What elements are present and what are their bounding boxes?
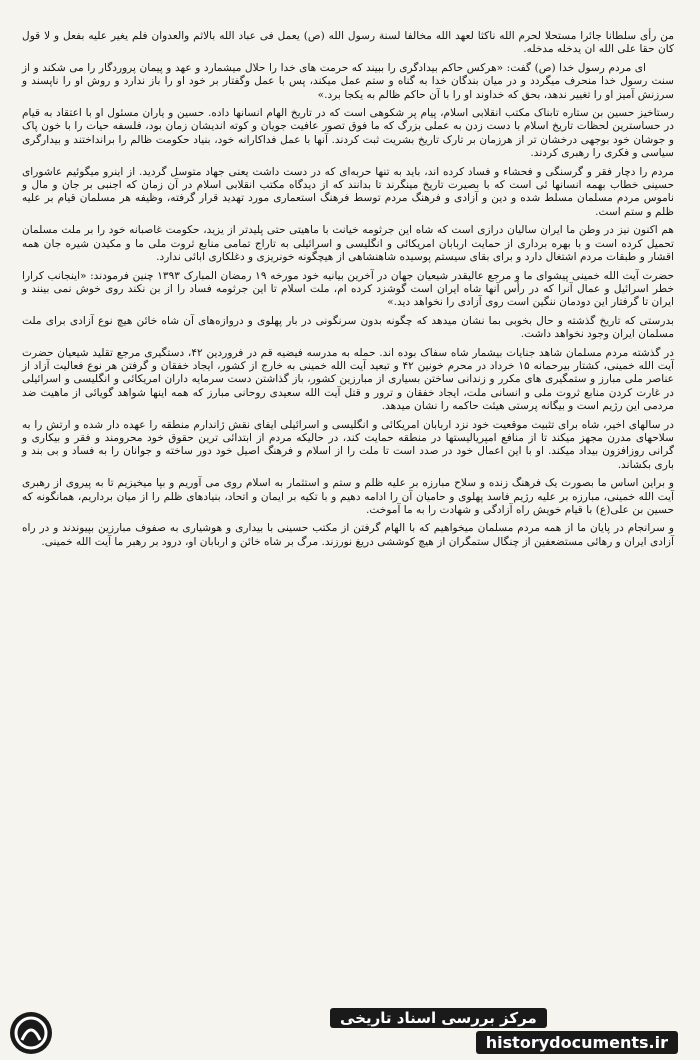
body-paragraph-1: رستاخیز حسین بن ستاره تابناک مکتب انقلابی اسلام، پیام پر شکوهی است که در تاریخ الهام انسانها داده. حسین و یاران مسئول او با اعتقاد به قیام در حساسترین لحظات تاریخ اسلام با دست زدن به عملی بزرگ که ما فوق تصور عافیت جویان و کوته اندیشان زمان بود، فلسفه حیات را با خون پاک و جوشان خود بوجهی درخشان تر از هرزمان بر تارک تاریخ بشریت ثبت کردند. آنها با عمل فداکارانه خود، بنیاد حکومت ظالم را برانداختند و بیدارگری سیاسی و فکری را رهبری کردند. bbox=[22, 107, 674, 160]
archive-logo-icon bbox=[8, 1010, 54, 1056]
body-paragraph-4: حضرت آیت الله خمینی پیشوای ما و مرجع عالیقدر شیعیان جهان در آخرین بیانیه خود مورخه ۱۹ رمضان المبارک ۱۳۹۳ چنین فرمودند: «اینجانب کرارا خطر اسرائیل و عمال آنرا که در رأس آنها شاه ایران است گوشزد کرده ام، ملت اسلام تا این جرثومه فساد را از بن نکند روی خوش نمی بینند و ایران تا گرفتار این دودمان ننگین است روی آزادی را نخواهد دید.» bbox=[22, 269, 674, 309]
body-paragraph-9: و سرانجام در پایان ما از همه مردم مسلمان میخواهیم که با الهام گرفتن از مکتب حسینی با بیداری و هوشیاری به صفوف مبارزین بپیوندند و در راه آزادی ایران و رهائی مستضعفین از چنگال ستمگران از هیچ کوششی دریغ نورزند. مرگ بر شاه خائن و اربابان او، درود بر رهبر ما آیت الله خمینی. bbox=[22, 522, 674, 548]
body-paragraph-7: در سالهای اخیر، شاه برای تثبیت موقعیت خود نزد اربابان امریکائی و انگلیسی و اسرائیلی ایفای نقش ژاندارم منطقه را عهده دار شده و ارتش را به سلاحهای مدرن مجهز میکند تا از منافع امپریالیستها در منطقه حمایت کند، در حالیکه مردم از ابتدائی ترین حقوق خود محرومند و فقر و بیکاری و گرانی روزافزون بیداد میکند. او با این اعمال خود در صدد است تا ملت را از اسلام و فرهنگ اصیل خود دور ساخته و جوانان را به فساد و بی بند و باری بکشاند. bbox=[22, 418, 674, 471]
body-paragraph-6: در گذشته مردم مسلمان شاهد جنایات بیشمار شاه سفاک بوده اند. حمله به مدرسه فیضیه قم در فروردین ۴۲، دستگیری مرجع تقلید شیعیان حضرت آیت الله خمینی، کشتار بیرحمانه ۱۵ خرداد در محرم خونین ۴۲ و تبعید آیت الله خمینی به خارج از کشور، ایجاد خفقان و گرفتن هر نوع فعالیت آزاد از عناصر ملی مبارز و ستمگیری های مکرر و زندانی ساختن بسیاری از مبارزین کشور، باز گذاشتن دست سرمایه داران امریکائی و انگلیسی و اسرائیلی در غارت کردن منابع ثروت ملی و انسانی ملت، ایجاد خفقان و ترور و قتل آیت الله سعیدی روحانی مبارز که همه اینها شواهد گویائی از ماهیت ضد مردمی این رژیم است و بیگانه پرستی هیئت حاکمه را نشان میدهد. bbox=[22, 346, 674, 413]
body-paragraph-8: و براین اساس ما بصورت یک فرهنگ زنده و سلاح مبارزه بر علیه ظلم و ستم و استثمار به اسلام روی می آوریم و بپا میخیزیم تا به پیروی از رهبری آیت الله خمینی، مبارزه بر علیه رژیم فاسد پهلوی و حامیان آن را ادامه دهیم و با تکیه بر ایمان و اتحاد، بنیادهای ظلم را از میان برداریم، همانگونه که حسین بن علی(ع) با قیام خویش راه آزادگی و شهادت را به ما آموخت. bbox=[22, 477, 674, 516]
watermark-archive-label: مرکز بررسی اسناد تاریخی bbox=[330, 1008, 547, 1028]
body-paragraph-2: مردم را دچار فقر و گرسنگی و فحشاء و فساد کرده اند، باید به تنها حربه‌ای که در دست داشت یعنی جهاد متوسل گردید. از اینرو میگوئیم عاشورای حسینی خطاب بهمه انسانها ئی است که با بصیرت تاریخ مینگرند تا بدانند که از دیدگاه مکتب انقلابی اسلام در آن زمان که اجنبی بر جان و مال و ناموس مردم مسلمان مسلط شده و دین و آزادی و فرهنگ مردم توسط فرهنگ استعماری مورد تهدید قرار گرفته، وظیفه هر مسلمان قیام بر علیه ظلم و ستم است. bbox=[22, 165, 674, 218]
arabic-hadith-paragraph: من رأى سلطانا جائرا مستحلا لحرم الله ناكثا لعهد الله مخالفا لسنة رسول الله (ص) يعمل فى عباد الله بالاثم والعدوان فلم يغير عليه بفعل و لا قول كان حقا على الله ان يدخله مدخله. bbox=[22, 30, 674, 56]
body-paragraph-3: هم اکنون نیز در وطن ما ایران سالیان درازی است که شاه این جرثومه خیانت با ماهیتی حتی پلیدتر از یزید، حکومت غاصبانه خود را بر ملت مسلمان تحمیل کرده است و با بهره برداری از حمایت اربابان امریکائی و انگلیسی و اسرائیلی به تاراج تمامی منابع ثروت ملی ما و مکیدن شیره جان همه اقشار و طبقات مردم اشتغال دارد و برای بقای سیستم پوسیده شاهنشاهی از هیچگونه خونریزی و دغلکاری ابائی ندارد. bbox=[22, 224, 674, 264]
document-body bbox=[22, 30, 674, 1000]
watermark-url[interactable]: historydocuments.ir bbox=[476, 1031, 678, 1054]
hadith-translation-paragraph: ای مردم رسول خدا (ص) گفت: «هرکس حاکم بیدادگری را ببیند که حرمت های خدا را حلال میشمارد و عهد و پیمان پروردگار را می شکند و از سنت رسول خدا منحرف میگردد و در میان بندگان خدا به گناه و ستم عمل میکند، پس با عمل وگفتار بر خود او را باز ندارد و روش او را ناپسند و سرزنش آمیز او را تغییر ندهد، بحق که خداوند او را با آن حاکم ظالم به یکجا برد.» bbox=[22, 61, 674, 101]
body-paragraph-5: بدرستی که تاریخ گذشته و حال بخوبی بما نشان میدهد که چگونه بدون سرنگونی در بار پهلوی و دروازه‌های آن شاه خائن هیچ نوع آزادی برای ملت مسلمان ایران وجود نخواهد داشت. bbox=[22, 314, 674, 341]
watermark-footer bbox=[0, 1002, 700, 1060]
